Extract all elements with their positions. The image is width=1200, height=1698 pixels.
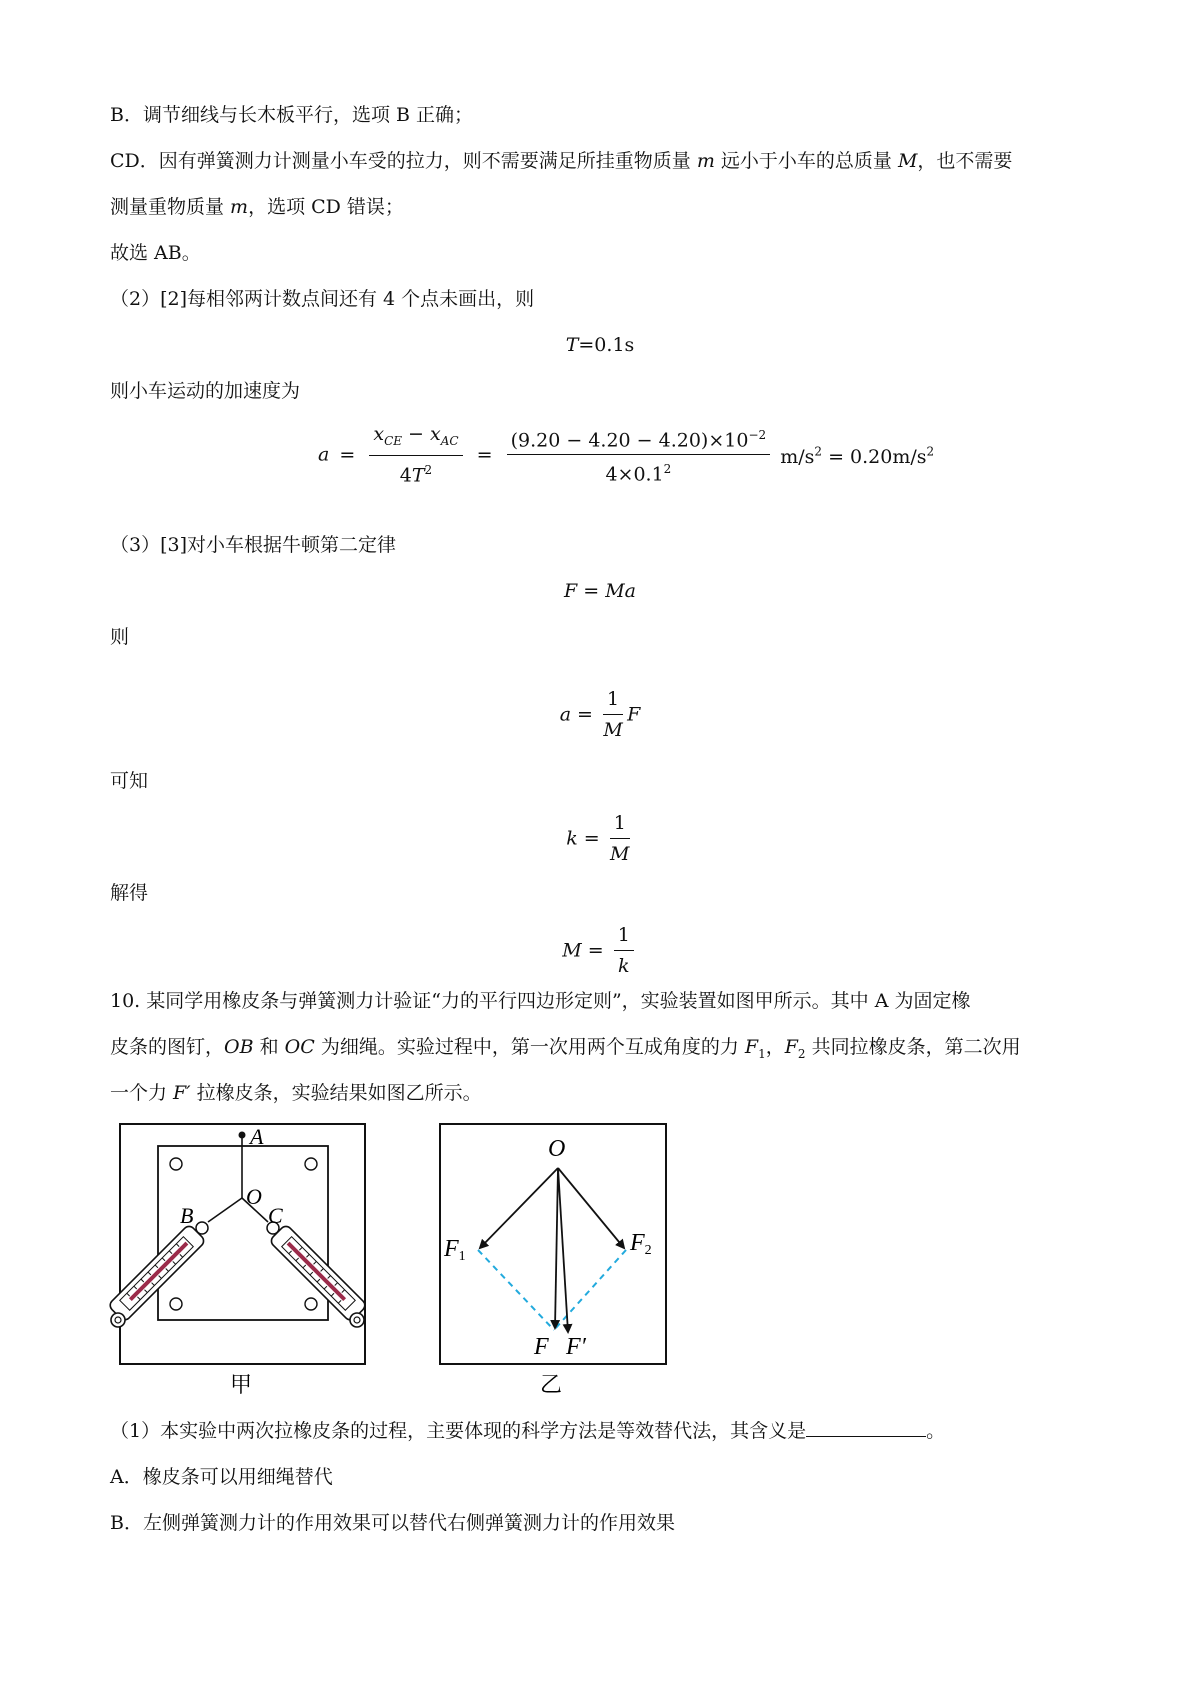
fraction-denominator: k [617,955,630,977]
text-segment: 一个力 [110,1082,174,1104]
option-a: A．橡皮条可以用细绳替代 [110,1466,333,1488]
number: 4 [399,464,412,487]
exponent: 2 [814,444,823,459]
text-line-known: 可知 [110,770,149,792]
fraction-denominator: M [603,719,623,741]
parallelogram-side [478,1250,554,1330]
fraction-denominator [507,455,771,486]
fraction [614,922,634,979]
text-line-option-b: B．调节细线与长木板平行，选项 B 正确； [110,104,474,126]
label-F1-main: F [444,1236,459,1262]
formula-unit-result [780,446,934,468]
label-F2-main: F [630,1230,645,1256]
figure-yi [430,1118,670,1398]
label-C: C [268,1203,283,1228]
formula-value: =0.1s [578,334,635,356]
label-O: O [548,1136,566,1162]
var-T: T [411,464,425,487]
screw-icon [305,1298,317,1310]
number: (9.20 − 4.20 − 4.20)×10 [510,429,749,452]
fraction-numerator [369,422,462,456]
label-F1 [443,1236,466,1264]
fraction-numerator: 1 [610,810,630,839]
minus-sign: − [402,423,431,445]
var-m: m [696,150,715,172]
knob-icon [111,1313,125,1327]
text-line-acceleration: 则小车运动的加速度为 [110,380,301,402]
unit: m/s [780,446,815,469]
arrow-f [555,1168,558,1328]
label-B: B [180,1203,194,1228]
subscript-ac: AC [440,433,459,448]
var-x: x [430,423,441,445]
question-10-line3 [110,1080,482,1106]
text-segment: 拉橡皮条，实验结果如图乙所示。 [190,1082,482,1104]
fraction-numerator [507,423,771,455]
label-O: O [246,1184,262,1209]
answer-blank[interactable] [806,1418,926,1437]
screw-icon [170,1298,182,1310]
var-a: a [318,443,330,466]
var-M: M [897,150,918,172]
text-segment: 测量重物质量 [110,196,231,218]
text-segment: 为细绳。实验过程中，第一次用两个互成角度的力 [314,1036,745,1058]
formula-lhs: a = [559,703,593,726]
fraction-numeric [507,423,771,487]
text-line-solve: 解得 [110,882,149,904]
text-segment: 和 [253,1036,285,1058]
arrow-f-prime [558,1168,568,1332]
var-x: x [373,423,385,445]
formula-k [0,810,1200,867]
text-line-part3: （3）[3]对小车根据牛顿第二定律 [110,534,397,556]
figure-jia [108,1118,378,1398]
fraction-numerator: 1 [614,922,634,951]
var-m: m [230,196,249,218]
formula-lhs: k = [566,827,600,850]
result-value: = 0.20m/s [828,446,927,469]
formula-text: F = Ma [564,580,636,602]
var-OB: OB [224,1036,254,1058]
text-segment: CD．因有弹簧测力计测量小车受的拉力，则不需要满足所挂重物质量 [110,150,697,172]
arrow-f2 [558,1168,624,1248]
caption-jia: 甲 [230,1372,253,1397]
subscript: 2 [797,1046,806,1061]
text-segment: （1）本实验中两次拉橡皮条的过程，主要体现的科学方法是等效替代法，其含义是 [110,1420,807,1442]
fraction-denominator [369,456,462,487]
text-segment: 共同拉橡皮条，第二次用 [805,1036,1021,1058]
text-segment: 。 [926,1420,946,1442]
text-line-option-cd-cont [110,194,404,220]
var-F2: F [784,1036,798,1058]
formula-period [0,332,1200,358]
subscript: 1 [758,1046,766,1061]
spring-scale-right [269,1224,367,1322]
formula-lhs: M = [562,939,604,962]
fraction [610,810,630,867]
sub-question-1 [110,1418,945,1444]
exponent: 2 [424,462,433,477]
fraction [603,686,623,743]
text-segment: 远小于小车的总质量 [714,150,898,172]
text-line-part2: （2）[2]每相邻两计数点间还有 4 个点未画出，则 [110,288,535,310]
var-F-prime: F′ [173,1082,191,1104]
screw-icon [305,1158,317,1170]
caption-yi: 乙 [540,1372,563,1397]
knob-icon [350,1313,364,1327]
formula-M [0,922,1200,979]
formula-a [0,686,1200,743]
var-F1: F [744,1036,759,1058]
text-line-option-cd [110,148,1012,174]
label-F: F [534,1334,549,1360]
fraction-symbolic [369,422,462,487]
label-F2-sub: 2 [644,1243,652,1258]
subscript-ce: CE [384,433,403,448]
text-line-then: 则 [110,626,130,648]
label-A: A [250,1124,264,1149]
spring-scale-left [108,1224,206,1322]
formula-acceleration [318,422,934,487]
label-F2 [629,1230,652,1258]
text-line-answer: 故选 AB。 [110,242,201,264]
text-segment: ， [765,1036,785,1058]
label-F-prime: F′ [566,1334,586,1360]
arrow-f1 [480,1168,558,1248]
text-segment: 皮条的图钉， [110,1036,225,1058]
fraction-denominator: M [610,843,630,865]
fraction-numerator: 1 [603,686,623,715]
screw-icon [170,1158,182,1170]
string-ob [208,1198,242,1222]
var-OC: OC [284,1036,315,1058]
question-10-line1: 10. 某同学用橡皮条与弹簧测力计验证“力的平行四边形定则”，实验装置如图甲所示。其中 A 为固定橡 [110,990,971,1012]
var-T: T [565,334,579,356]
number: 4×0.1 [605,463,664,486]
label-F1-sub: 1 [458,1249,466,1264]
equals-sign: = [339,443,356,466]
text-segment: ，也不需要 [917,150,1013,172]
text-segment: ，选项 CD 错误； [248,196,404,218]
var-F: F [627,703,641,726]
exponent: 2 [926,444,935,459]
exponent: −2 [748,427,767,442]
option-b: B．左侧弹簧测力计的作用效果可以替代右侧弹簧测力计的作用效果 [110,1512,675,1534]
question-10-line2 [110,1034,1021,1067]
exponent: 2 [663,462,672,477]
formula-newton [0,578,1200,604]
equals-sign: = [476,443,493,466]
